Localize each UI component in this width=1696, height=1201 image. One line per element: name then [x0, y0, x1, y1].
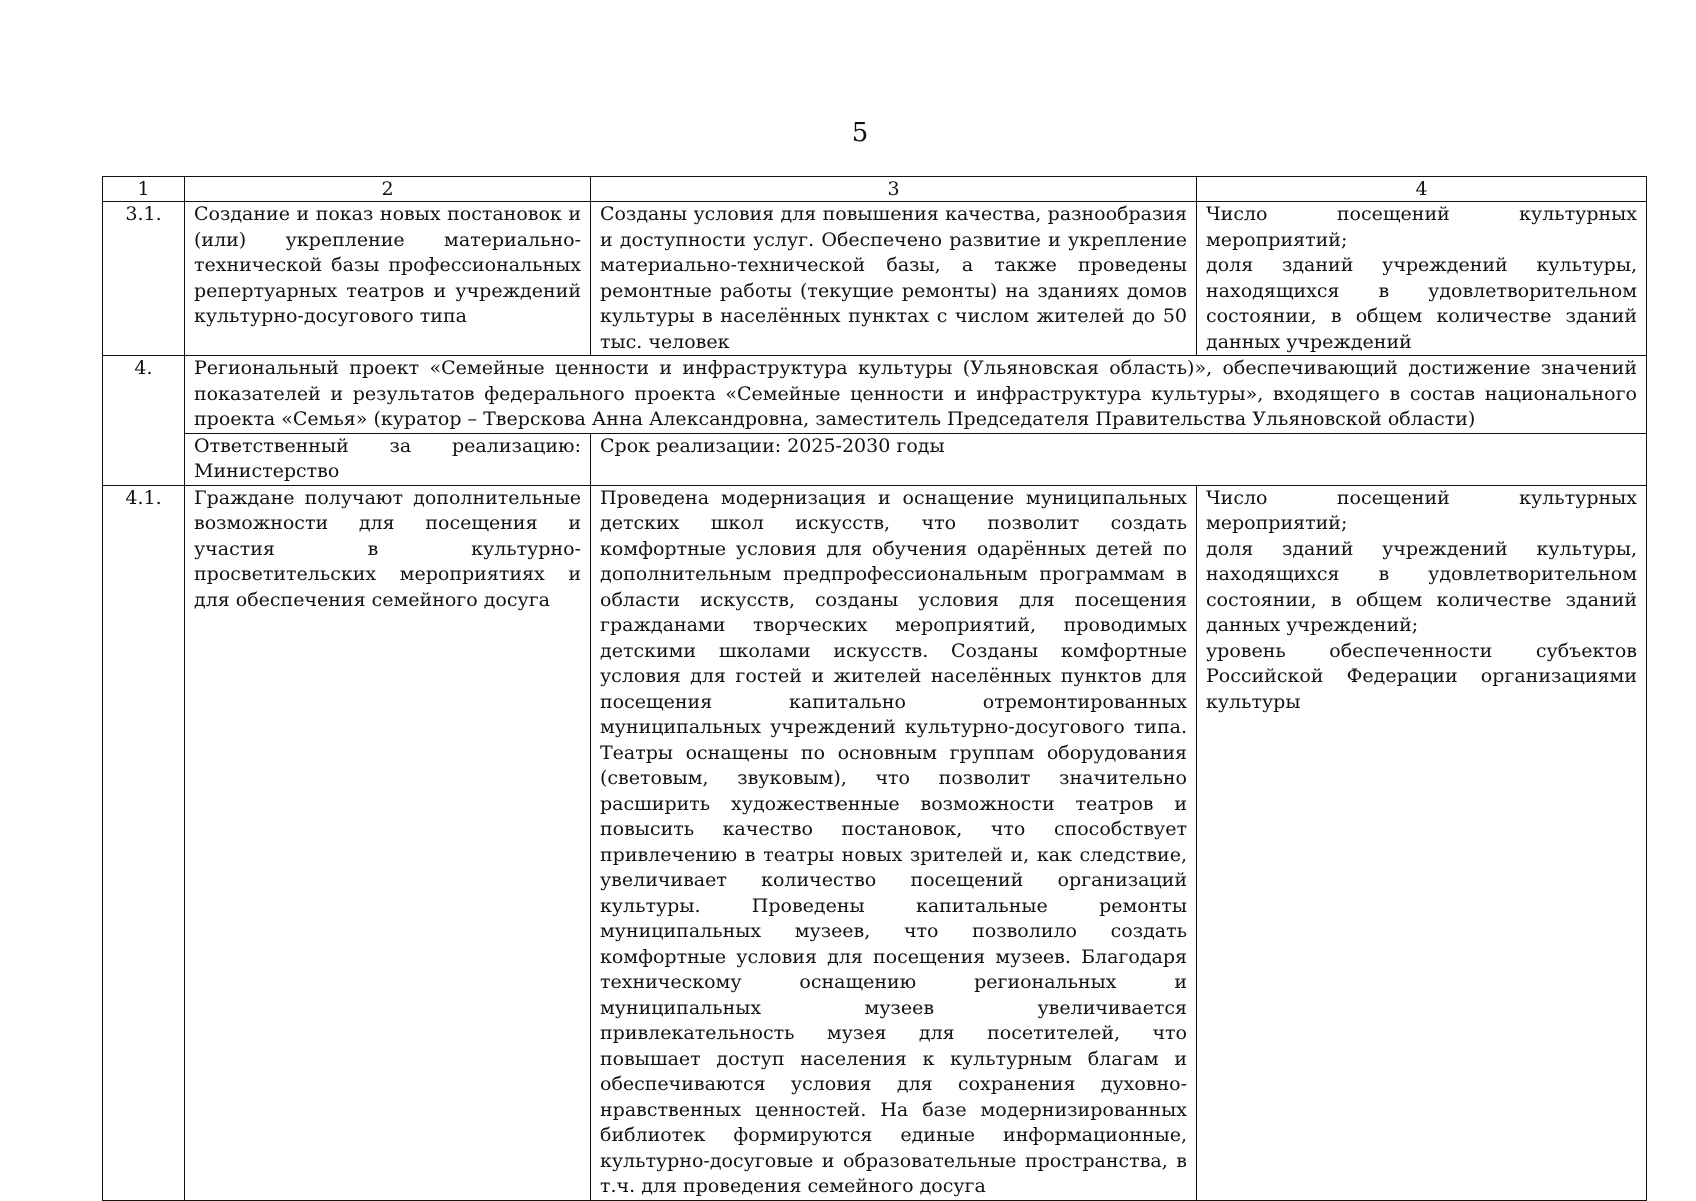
indicator-item: доля зданий учреждений культуры, находящихся в удовлетворительном состоянии, в общем количестве зданий данных учреждений [1206, 254, 1637, 353]
indicator-item: уровень обеспеченности субъектов Российской Федерации организациями культуры [1206, 639, 1637, 713]
header-cell-2: 2 [185, 177, 591, 202]
project-cell: Региональный проект «Семейные ценности и инфраструктура культуры (Ульяновская область)», обеспечивающий достижение значений показателей и результатов федерального проекта «Семейные ценности и инфраструктура культуры», входящего в состав национального проекта «Семья» (куратор – Тверскова Анна Александровна, заместитель Председателя Правительства Ульяновской области) [185, 356, 1647, 434]
task-cell: Граждане получают дополнительные возможности для посещения и участия в культурно-просветительских мероприятиях и для обеспечения семейного досуга [185, 485, 591, 1200]
task-cell: Создание и показ новых постановок и (или) укрепление материально-технической базы профессиональных репертуарных театров и учреждений культурно-досугового типа [185, 202, 591, 356]
row-number: 4. [103, 356, 185, 486]
table-row [103, 356, 1647, 434]
table-row [103, 485, 1647, 1200]
header-cell-4: 4 [1197, 177, 1647, 202]
term-cell: Срок реализации: 2025-2030 годы [591, 433, 1647, 485]
indicator-item: Число посещений культурных мероприятий; [1206, 203, 1637, 251]
effect-cell: Проведена модернизация и оснащение муниципальных детских школ искусств, что позволит создать комфортные условия для обучения одарённых детей по дополнительным предпрофессиональным программам в области искусств, созданы условия для посещения гражданами творческих мероприятий, проводимых детскими школами искусств. Созданы комфортные условия для гостей и жителей населённых пунктов для посещения капитально отремонтированных муниципальных учреждений культурно-досугового типа. Театры оснащены по основным группам оборудования (световым, звуковым), что позволит значительно расширить художественные возможности театров и повысить качество постановок, что способствует привлечению в театры новых зрителей и, как следствие, увеличивает количество посещений организаций культуры. Проведены капитальные ремонты муниципальных музеев, что позволило создать комфортные условия для посещения музеев. Благодаря техническому оснащению региональных и муниципальных музеев увеличивается привлекательность музея для посетителей, что повышает доступ населения к культурным благам и обеспечиваются условия для сохранения духовно-нравственных ценностей. На базе модернизированных библиотек формируются единые информационные, культурно-досуговые и образовательные пространства, в т.ч. для проведения семейного досуга [591, 485, 1197, 1200]
indicator-item: Число посещений культурных мероприятий; [1206, 486, 1637, 534]
row-number: 4.1. [103, 485, 185, 1200]
indicators-cell [1197, 485, 1647, 1200]
table-row [103, 433, 1647, 485]
page-number: 5 [851, 118, 869, 148]
indicator-item: доля зданий учреждений культуры, находящихся в удовлетворительном состоянии, в общем количестве зданий данных учреждений; [1206, 537, 1637, 636]
header-cell-3: 3 [591, 177, 1197, 202]
responsible-cell: Ответственный за реализацию: Министерство [185, 433, 591, 485]
indicators-cell [1197, 202, 1647, 356]
row-number: 3.1. [103, 202, 185, 356]
measures-table [102, 176, 1647, 1201]
table-header-row [103, 177, 1647, 202]
effect-cell: Созданы условия для повышения качества, разнообразия и доступности услуг. Обеспечено развитие и укрепление материально-технической базы, а также проведены ремонтные работы (текущие ремонты) на зданиях домов культуры в населённых пунктах с числом жителей до 50 тыс. человек [591, 202, 1197, 356]
header-cell-1: 1 [103, 177, 185, 202]
table-row [103, 202, 1647, 356]
